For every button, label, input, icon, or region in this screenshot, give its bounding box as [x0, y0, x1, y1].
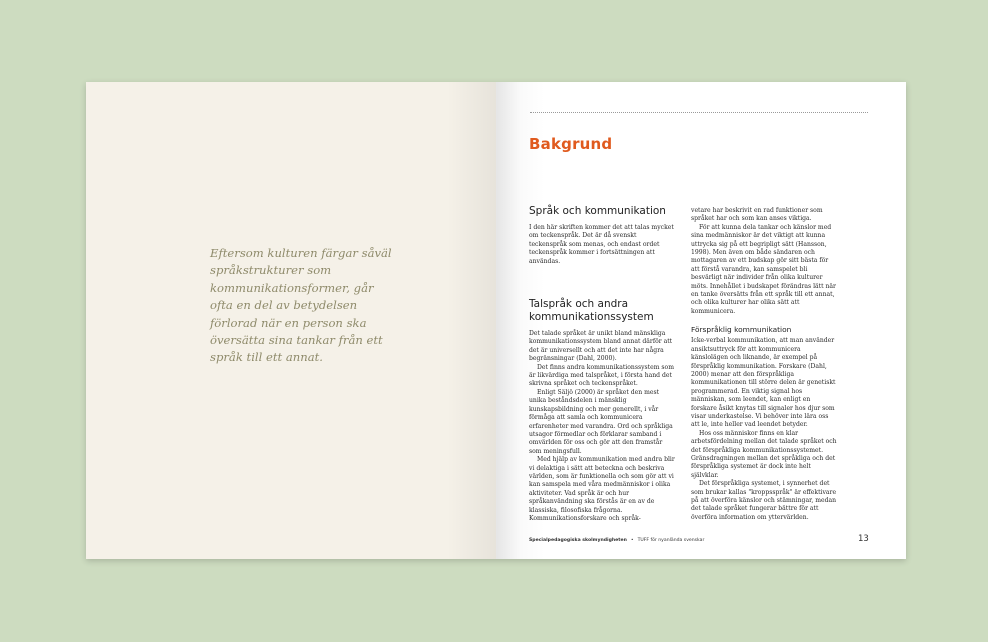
section-heading-talsprak: Talspråk och andra kommunikationssystem [529, 298, 654, 324]
paragraph: Icke-verbal kommunikation, att man använder ansiktsuttryck för att kommunicera känslolägen och liknande, är exempel på förspråklig kommunikation. Forskare (Dahl, 2000) menar att den förspråkliga kommunikationen till större delen är genetiskt programmerad. En viktig signal hos människan, som leendet, kan enligt en forskare åsikt knytas till signaler hos djur som visar underkastelse. Vi behöver inte lära oss att le, inte heller vad leendet betyder. [691, 337, 836, 429]
section-heading-forsprakig: Förspråklig kommunikation [691, 325, 792, 335]
text-column-right [691, 207, 837, 522]
footer-publication: TUFF för nyanlända svenskar [637, 538, 705, 543]
section-heading-sprak: Språk och kommunikation [529, 205, 666, 217]
paragraph: Det talade språket är unikt bland mänskliga kommunikationssystem bland annat därför att det är universellt och att det inte har några begränsningar (Dahl, 2000). [529, 330, 673, 363]
paragraph: I den här skriften kommer det att talas mycket om teckenspråk. Det är då svenskt teckenspråk som menas, och endast ordet teckenspråk kommer i fortsättningen att användas. [529, 224, 674, 265]
paragraph: För att kunna dela tankar och känslor med sina medmänniskor är det viktigt att kunna uttrycka sig på ett begripligt sätt (Hansson, 1998). Men även om både sändaren och mottagaren av ett budskap gör sitt bästa för att förstå varandra, kan samspelet bli besvärligt när individer från olika kulturer möts. Innehållet i budskapet förändras lätt när en tanke översätts från ett språk till ett annat, och olika kulturer har olika sätt att kommunicera. [691, 223, 836, 315]
page-footer [529, 538, 704, 543]
book-spread [86, 82, 906, 559]
paragraph: Det finns andra kommunikationssystem som är likvärdiga med talspråket, i första hand det skrivna språket och teckenspråket. [529, 363, 674, 388]
pull-quote: Eftersom kulturen färgar såväl språkstrukturer som kommunikationsformer, går ofta en del av betydelsen förlorad när en person ska översätta sina tankar från ett språk till ett annat. [210, 246, 392, 365]
footer-publisher: Specialpedagogiska skolmyndigheten [529, 538, 627, 543]
page-number: 13 [858, 534, 869, 544]
paragraph: Med hjälp av kommunikation med andra blir vi delaktiga i sätt att beteckna och beskriva världen, som är funktionella och som gör att vi kan samspela med våra medmänniskor i olika aktiviteter. Vad språk är och hur språkanvändning ska förstås är en av de klassiska, filosofiska frågorna. Kommunikationsforskare och språk- [529, 456, 675, 522]
text-column-left [529, 205, 675, 523]
right-page [496, 82, 906, 559]
left-page [86, 82, 496, 559]
page-title: Bakgrund [529, 135, 613, 153]
dotted-rule [530, 112, 868, 113]
paragraph: Det förspråkliga systemet, i synnerhet det som brukar kallas "kroppsspråk" är effektivare på att överföra känslor och stämningar, medan det talade språket fungerar bättre för att överföra information om yttervärlden. [691, 480, 837, 521]
paragraph: Hos oss människor finns en klar arbetsfördelning mellan det talade språket och det förspråkliga kommunikationssystemet. Gränsdragningen mellan det språkliga och det förspråkliga systemet är dock inte helt självklar. [691, 429, 837, 479]
paragraph: vetare har beskrivit en rad funktioner som språket har och som kan anses viktiga. [691, 207, 823, 223]
footer-separator: • [630, 538, 634, 543]
paragraph: Enligt Säljö (2000) är språket den mest unika beståndsdelen i mänsklig kunskapsbildning och mer generellt, i vår förmåga att samla och kommunicera erfarenheter med varandra. Ord och språkliga utsagor förmedlar och förklarar samband i omvärlden för oss och gör att den framstår som meningsfull. [529, 388, 673, 455]
